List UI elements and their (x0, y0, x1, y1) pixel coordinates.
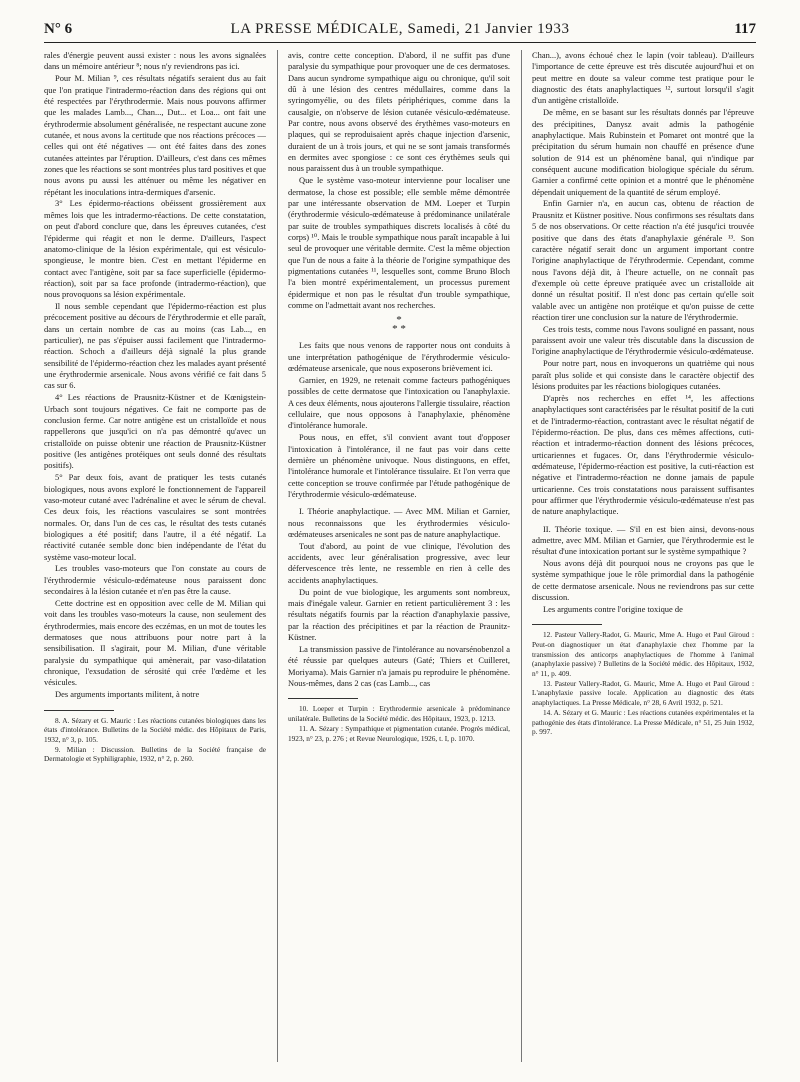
paragraph: Chan...), avons échoué chez le lapin (voir tableau). D'ailleurs l'importance de cette épreuve est très discutée aujourd'hui et on peut mettre en doute sa valeur comme test pratique pour le diagnostic des états anaphylactiques ¹², surtout lorsqu'il s'agit d'un antigène cristalloïde. (532, 50, 754, 106)
paragraph: 3° Les épidermo-réactions obéissent grossièrement aux mêmes lois que les intradermo-réactions. De cette constatation, on peut d'abord conclure que, dans les épreuves cutanées, c'est l'épiderme qui réagit et non le derme. D'ailleurs, l'aspect anatomo-clinique de la lésion expérimentale, qui est vésiculo-spongieuse, le montre bien. C'est en mettant l'épiderme en contact avec l'antigène, soit par sa face superficielle (épidermo-réaction), soit par sa face profonde (intradermo-réaction), que nous provoquons sa lésion expérimentale. (44, 198, 266, 300)
footnote-rule (532, 624, 602, 625)
paragraph: Les faits que nous venons de rapporter nous ont conduits à une interprétation pathogénique de l'érythrodermie vésiculo-œdémateuse arsenicale, que nous exposerons brièvement ici. (288, 340, 510, 374)
footnote: 14. A. Sézary et G. Mauric : Les réactions cutanées expérimentales et la pathogénie des états d'intolérance. La Presse Médicale, n° 51, 25 Juin 1932, p. 997. (532, 708, 754, 737)
footnote: 9. Milian : Discussion. Bulletins de la Société française de Dermatologie et Syphiligraphie, 1932, n° 2, p. 260. (44, 744, 266, 764)
section-heading-toxic: II. Théorie toxique. — S'il en est bien ainsi, devons-nous admettre, avec MM. Milian et Garnier, que l'érythrodermie est le résultat d'une intoxication portant sur le système sympathique ? (532, 523, 754, 557)
column-divider (277, 50, 278, 1062)
paragraph: Les arguments contre l'origine toxique de (543, 604, 683, 614)
paragraph: Pous nous, en effet, s'il convient avant tout d'opposer l'intoxication à l'intolérance, il ne faut pas voir dans cette dernière un phénomène univoque. Nous distinguons, en effet, l'intolérance humorale et l'intolérance tissulaire. Et l'on verra que cette conception se trouve confirmée par l'étude pathogénique de l'érythrodermie vésiculo-œdémateuse. (288, 432, 510, 499)
paragraph: Nous avons déjà dit pourquoi nous ne croyons pas que le système sympathique joue le rôle primordial dans la pathogénie de cette dermatose arsenicale. Nous ne reviendrons pas sur cette discussion. (532, 558, 754, 603)
footnote: 10. Loeper et Turpin : Erythrodermie arsenicale à prédominance unilatérale. Bulletins de la Société médic. des Hôpitaux, 1923, p. 1213. (288, 704, 510, 723)
paragraph: Que le système vaso-moteur intervienne pour localiser une dermatose, la chose est possible; elle semble même démontrée par une intéressante observation de MM. Loeper et Turpin (érythrodermie vésiculo-œdémateuse à prédominance unilatérale par suite de troubles sympathiques discrets localisés à côté du corps) ¹⁰. Mais le trouble sympathique nous paraît incapable à lui seul de provoquer une véritable dermite. C'est la même objection que l'un de nous a faite à la théorie de l'origine sympathique des pigmentations cutanées ¹¹, lesquelles sont, comme Bruno Bloch l'a bien montré expérimentalement, un processus purement épidermique et non pas le résultat d'un trouble sympathique, comme on l'admettait avant nos recherches. (288, 175, 510, 311)
column-middle (288, 50, 510, 1065)
paragraph: Ces trois tests, comme nous l'avons souligné en passant, nous paraissent avoir une valeur très discutable dans la discussion de l'origine anaphylactique de l'érythrodermie vésiculo-œdémateuse. (532, 323, 754, 357)
journal-title: LA PRESSE MÉDICALE, Samedi, 21 Janvier 1933 (230, 21, 570, 37)
paragraph: Il nous semble cependant que l'épidermo-réaction est plus précocement positive au décours de l'érythrodermie et elle paraît, dans un certain nombre de cas au moins (cas Lab..., en particulier), ne pas s'épuiser aussi facilement que l'intradermo-réaction. Schoch a d'ailleurs déjà signalé la plus grande sensibilité de l'épidermo-réaction chez les malades ayant présenté une érythrodermie arsenicale. Nous avons vérifié ce fait dans 5 cas sur 6. (44, 301, 266, 391)
footnote: 12. Pasteur Vallery-Radot, G. Mauric, Mme A. Hugo et Paul Giroud : Peut-on diagnostiquer un état d'anaphylaxie chez l'homme par la transmission des anticorps anaphylactiques de l'homme à l'animal (anaphylaxie passive) ? Bulletins de la Société médic. des Hôpitaux, 1932, n° 11, p. 409. (532, 630, 754, 678)
paragraph: La transmission passive de l'intolérance au novarsénobenzol a été réussie par quelques auteurs (Gaté; Thiers et Cuilleret, Moriyama). Mais Garnier n'a jamais pu reproduire le phénomène. Nous-mêmes, dans 2 cas (cas Lamb..., cas (288, 643, 510, 688)
paragraph: Cette doctrine est en opposition avec celle de M. Milian qui voit dans les troubles vaso-moteurs la cause, non seulement des érythrodermies, mais encore des eczémas, en un mot de toutes les dermatoses que nous attribuons pour notre part à la sensibilisation. Il s'agirait, pour M. Milian, d'une véritable paralysie du sympathique qui amènerait, par vaso-dilatation chronique, l'exsudation de sérosité qui crée l'œdème et les vésicules. (44, 598, 266, 688)
paragraph: Du point de vue biologique, les arguments sont nombreux, mais d'inégale valeur. Garnier en retient particulièrement 3 : les résultats négatifs fournis par la réaction d'anaphylaxie passive, par la réaction des précipitines et par la réaction de Praunitz-Küstner. (288, 586, 510, 642)
paragraph: Pour M. Milian ⁹, ces résultats négatifs seraient dus au fait que l'on pratique l'intradermo-réaction dans des régions qui ont été respectées par l'érythrodermie. Mais nous pouvons affirmer que les malades Lamb..., Chan..., Dut... et Loa... ont fait une érythrodermie absolument généralisée, ne respectant aucune zone cutanée, et nous avons la certitude que nos réactions précoces — celles qui ont été négatives — ont été faites dans des zones cutanées atteintes par l'éruption. D'ailleurs, c'est dans ces mêmes zones que les réactions se sont montrées plus tard positives et que nous avons pu aussi les atténuer ou même les négativer en répétant les inoculations intra-dermiques d'arsenic. (44, 73, 266, 197)
section-asterisks: * * * (392, 314, 406, 336)
column-left (44, 50, 266, 1065)
footnote-rule (44, 710, 114, 711)
paragraph: 5° Par deux fois, avant de pratiquer les tests cutanés biologiques, nous avons exploré le fonctionnement de l'appareil vaso-moteur cutané avec l'adrénaline et avec le sérum de cheval. Ces deux fois, les réactions vasculaires se sont montrées normales. Or, dans l'un de ces cas, le résultat des tests cutanés biologiques a été positif; dans l'autre, il a été négatif. La réactivité cutanée semble donc bien indépendante de l'état du système vaso-moteur local. (44, 472, 266, 562)
footnote: 11. A. Sézary : Sympathique et pigmentation cutanée. Progrès médical, 1923, n° 23, p. 276 ; et Revue Neurologique, 1926, t. I, p. 1070. (288, 723, 510, 743)
page-header (44, 16, 756, 43)
column-divider (521, 50, 522, 1062)
footnote: 13. Pasteur Vallery-Radot, G. Mauric, Mme A. Hugo et Paul Giroud : L'anaphylaxie passive locale. Application au diagnostic des états anaphylactiques. La Presse Médicale, n° 28, 6 Avril 1932, p. 521. (532, 678, 754, 707)
paragraph: Enfin Garnier n'a, en aucun cas, obtenu de réaction de Prausnitz et Küstner positive. Nous confirmons ses résultats dans 5 de nos observations. Or cette réaction n'a été jusqu'ici trouvée positive que dans des états d'anaphylaxie générale ¹³. Son caractère négatif serait donc un argument important contre l'origine anaphylactique de l'érythrodermie. Cependant, comme nous l'avons déjà dit, à l'heure actuelle, on ne connaît pas d'exemple où cette épreuve pratiquée avec un cristalloïde ait donné un résultat positif. Il n'est donc pas certain qu'elle soit valable avec un antigène non protéique et qu'on puisse de cette réaction tirer une conclusion sur la nature de l'érythrodermie. (532, 198, 754, 322)
paragraph: avis, contre cette conception. D'abord, il ne suffit pas d'une paralysie du sympathique pour provoquer une de ces dermatoses. Dans aucun syndrome sympathique aigu ou chronique, qu'il soit dû à une lésion des centres médullaires, comme dans la syringomyélie, ou des filets périphériques, comme dans la causalgie, on n'observe de lésion cutanée vésiculo-œdémateuse. Par contre, nous avons observé des érythèmes vaso-moteurs en plaques, qui se reproduisaient après chaque injection d'arsenic, duraient de un à trois jours, et qui ne se sont jamais transformés en dermites avec spongiose : ce sont ces érythèmes seuls qui nous paraissent dus à un trouble sympathique. (288, 50, 510, 174)
paragraph: Des arguments importants militent, à notre (55, 689, 200, 700)
page-number: 117 (734, 21, 756, 37)
footnote-rule (288, 698, 358, 699)
paragraph: Les troubles vaso-moteurs que l'on constate au cours de l'érythrodermie vésiculo-œdémateuse nous paraissent donc secondaires à la lésion cutanée et n'en pas être la cause. (44, 563, 266, 597)
footnote: 8. A. Sézary et G. Mauric : Les réactions cutanées biologiques dans les états d'intolérance. Bulletins de la Société médic. des Hôpitaux de Paris, 1932, n° 3, p. 105. (44, 715, 266, 744)
paragraph: Garnier, en 1929, ne retenait comme facteurs pathogéniques possibles de cette dermatose que l'intoxication ou l'anaphylaxie. A ces deux éléments, nous ajouterons l'allergie tissulaire, réaction cellulaire, que nous opposons à l'anaphylaxie, phénomène d'intolérance humorale. (288, 374, 510, 431)
paragraph: De même, en se basant sur les résultats donnés par l'épreuve des précipitines, Danysz avait admis la pathogénie anaphylactique. Mais Rubinstein et Pomaret ont montré que la précipitation du sérum humain non chauffé en présence d'une solution de 914 est un phénomène banal, qui n'indique par conséquent aucune modification biologique spéciale du sérum. Garnier a confirmé cette opinion et a montré que le phénomène dépendait uniquement de la quantité de sérum employé. (532, 107, 754, 197)
paragraph: rales d'énergie peuvent aussi exister : nous les avons signalées dans un mémoire antérieur ⁸; nous n'y reviendrons pas ici. (44, 50, 266, 72)
paragraph: D'après nos recherches en effet ¹⁴, les affections anaphylactiques sont caractérisées par le résultat positif de la cuti et de l'intradermo-réaction, contrastant avec le résultat négatif de l'épidermo-réaction. De plus, dans ces mêmes affections, cuti-réaction et intradermo-réaction donnent des lésions précoces, urticariennes et fugaces. Or, dans l'érythrodermie vésiculo-œdémateuse, l'épidermo-réaction est positive, la cuti-réaction est négative et l'intradermo-réaction ne donne jamais de papule urticarienne. Ces trois constatations nous paraissent suffisantes pour affirmer que l'érythrodermie vésiculo-œdémateuse n'est pas de nature anaphylactique. (532, 392, 754, 517)
paragraph: Pour notre part, nous en invoquerons un quatrième qui nous paraît plus solide et qui consiste dans le caractère objectif des lésions produites par les réactions biologiques cutanées. (532, 358, 754, 391)
paragraph: Tout d'abord, au point de vue clinique, l'évolution des accidents, avec leur généralisation progressive, avec leur défervescence très lente, ne ressemble en rien à celle des accidents anaphylactiques. (288, 540, 510, 585)
paragraph: 4° Les réactions de Prausnitz-Küstner et de Kœnigstein-Urbach sont toujours négatives. Ce fait ne comporte pas de conclusion ferme. Car notre antigène est un cristalloïde et nous rappellerons que jusqu'ici on n'a pas démontré qu'avec un cristalloïde on puisse obtenir une réaction de Prausnitz-Küstner positive (les antigènes protéiques ont seuls donné des résultats positifs). (44, 392, 266, 471)
section-heading-anaphylactic: I. Théorie anaphylactique. — Avec MM. Milian et Garnier, nous reconnaissons que les érythrodermies vésiculo-œdémateuses arsenicales ne sont pas de nature anaphylactique. (288, 506, 510, 539)
issue-number: N° 6 (44, 21, 73, 37)
column-right (532, 50, 754, 1065)
